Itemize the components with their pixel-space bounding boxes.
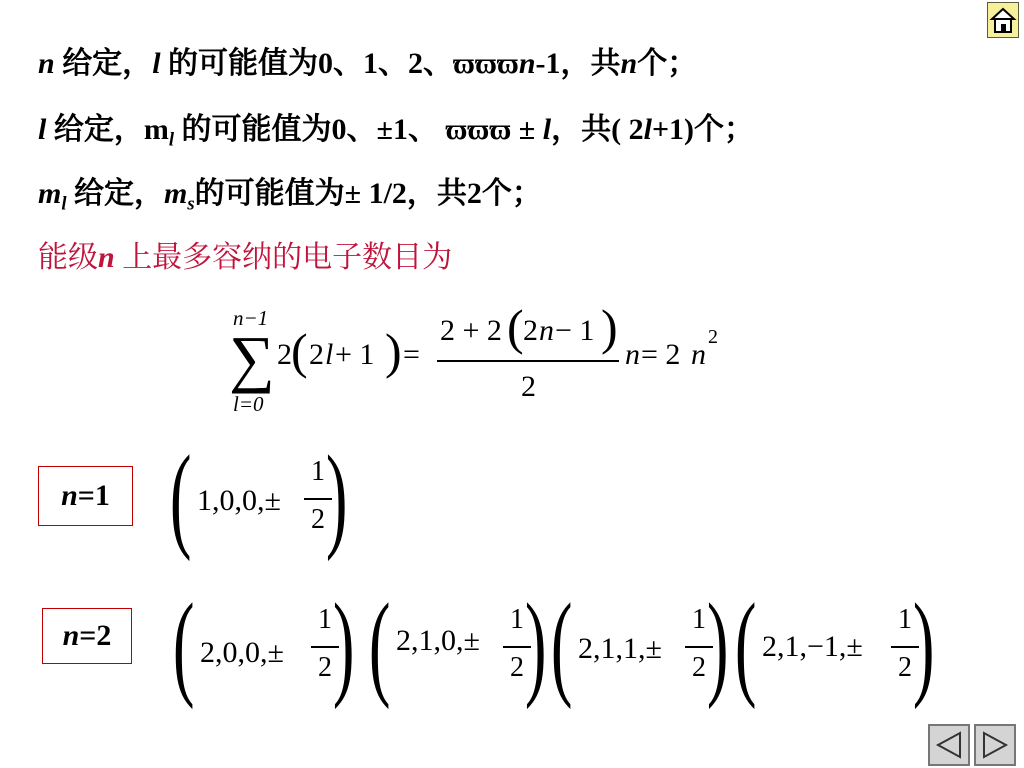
- label-n1: n =1: [38, 466, 133, 526]
- tuple-n2-3: ( 2,1,1,± 1 2 ): [550, 579, 729, 710]
- next-slide-button[interactable]: [974, 724, 1016, 766]
- text-line-1: n 给定，l 的可能值为0、1、2、ϖϖϖn-1，共n个；: [38, 47, 698, 80]
- text-line-2: l 给定，$m_l$ 的可能值为0、±1、 ϖϖϖ ± l，共( 2l+1)个；: [38, 113, 755, 151]
- tuple-n2-1: ( 2,0,0,± 1 2 ): [172, 579, 355, 710]
- sum-symbol: ∑: [229, 323, 275, 394]
- triangle-right-icon: [976, 726, 1014, 764]
- label-n2: n =2: [42, 608, 132, 664]
- triangle-left-icon: [930, 726, 968, 764]
- text-line-3: $m_l$ 给定，$m_s$的可能值为± 1/2，共2个；: [38, 177, 542, 215]
- heading-max-electrons: 能级n 上最多容纳的电子数目为: [38, 241, 453, 274]
- tuple-n2-4: ( 2,1,−1,± 1 2 ): [734, 579, 935, 710]
- tuple-n1: ( 1,0,0,± 1 2 ): [169, 431, 348, 562]
- tuple-n2-2: ( 2,1,0,± 1 2 ): [368, 579, 547, 710]
- sum-upper-limit: n−1: [233, 306, 269, 330]
- var-n: n: [38, 47, 55, 80]
- sum-lower-limit: l=0: [233, 392, 264, 416]
- fraction-bar: [437, 360, 619, 362]
- home-icon: [988, 3, 1018, 37]
- prev-slide-button[interactable]: [928, 724, 970, 766]
- sum-formula: n−1 ∑ l=0 2 ( 2 l + 1 ) = 2 + 2 ( 2 n − 1 ) 2 n = 2 n 2: [229, 299, 718, 416]
- home-button[interactable]: [987, 2, 1019, 38]
